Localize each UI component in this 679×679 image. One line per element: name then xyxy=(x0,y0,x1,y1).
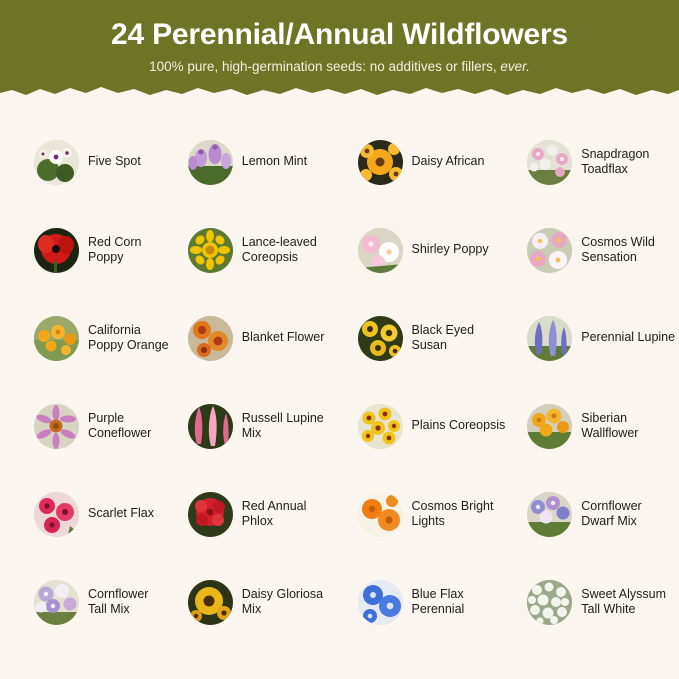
list-item-label: Cornflower Tall Mix xyxy=(88,586,149,616)
list-item[interactable] xyxy=(170,558,340,646)
subtitle-text: 100% pure, high-germination seeds: no additives or fillers, xyxy=(149,59,501,74)
flower-thumbnail-icon xyxy=(527,140,572,185)
list-item[interactable] xyxy=(0,470,170,558)
list-item-label: Five Spot xyxy=(88,154,141,169)
list-item[interactable] xyxy=(170,118,340,206)
flower-thumbnail-icon xyxy=(188,492,233,537)
list-item-label: Blanket Flower xyxy=(241,330,325,345)
list-item[interactable] xyxy=(340,294,510,382)
list-item[interactable] xyxy=(340,558,510,646)
list-item[interactable] xyxy=(0,558,170,646)
list-item-label: Scarlet Flax xyxy=(88,506,154,521)
subtitle-emphasis: ever. xyxy=(500,59,530,74)
flower-thumbnail-icon xyxy=(34,228,79,273)
flower-thumbnail-icon xyxy=(34,140,79,185)
flower-thumbnail-icon xyxy=(358,492,403,537)
list-item-label: Daisy African xyxy=(411,154,485,169)
page-subtitle xyxy=(0,58,679,76)
list-item[interactable] xyxy=(170,294,340,382)
list-item[interactable] xyxy=(0,294,170,382)
list-item[interactable] xyxy=(340,118,510,206)
list-item-label: California Poppy Orange xyxy=(88,322,169,352)
list-item-label: Lance-leaved Coreopsis xyxy=(241,234,317,264)
flower-thumbnail-icon xyxy=(34,580,79,625)
header-banner xyxy=(0,0,679,99)
list-item-label: Blue Flax Perennial xyxy=(411,586,465,616)
list-item-label: Shirley Poppy xyxy=(411,242,489,257)
list-item[interactable] xyxy=(509,470,679,558)
list-item-label: Lemon Mint xyxy=(241,154,308,169)
flower-thumbnail-icon xyxy=(188,316,233,361)
list-item-label: Red Corn Poppy xyxy=(88,234,142,264)
list-item-label: Cornflower Dwarf Mix xyxy=(581,498,642,528)
flower-thumbnail-icon xyxy=(527,492,572,537)
flower-grid xyxy=(0,118,679,646)
flower-thumbnail-icon xyxy=(34,316,79,361)
page-title: 24 Perennial/Annual Wildflowers xyxy=(111,18,568,51)
flower-thumbnail-icon xyxy=(358,316,403,361)
list-item-label: Black Eyed Susan xyxy=(411,322,475,352)
list-item-label: Russell Lupine Mix xyxy=(241,410,324,440)
list-item[interactable] xyxy=(170,470,340,558)
flower-thumbnail-icon xyxy=(358,228,403,273)
flower-thumbnail-icon xyxy=(527,404,572,449)
flower-thumbnail-icon xyxy=(358,580,403,625)
flower-thumbnail-icon xyxy=(358,404,403,449)
torn-paper-edge xyxy=(0,84,679,99)
flower-thumbnail-icon xyxy=(188,580,233,625)
list-item-label: Plains Coreopsis xyxy=(411,418,506,433)
list-item[interactable] xyxy=(170,382,340,470)
list-item[interactable] xyxy=(170,206,340,294)
list-item-label: Snapdragon Toadflax xyxy=(581,146,650,176)
list-item[interactable] xyxy=(0,382,170,470)
list-item-label: Daisy Gloriosa Mix xyxy=(241,586,324,616)
list-item-label: Siberian Wallflower xyxy=(581,410,639,440)
list-item-label: Purple Coneflower xyxy=(88,410,152,440)
list-item[interactable] xyxy=(0,118,170,206)
list-item[interactable] xyxy=(509,118,679,206)
list-item[interactable] xyxy=(509,382,679,470)
list-item-label: Red Annual Phlox xyxy=(241,498,307,528)
list-item-label: Cosmos Wild Sensation xyxy=(581,234,655,264)
list-item[interactable] xyxy=(509,558,679,646)
list-item[interactable] xyxy=(509,294,679,382)
flower-thumbnail-icon xyxy=(527,580,572,625)
flower-thumbnail-icon xyxy=(188,404,233,449)
flower-thumbnail-icon xyxy=(34,492,79,537)
list-item[interactable] xyxy=(340,206,510,294)
flower-thumbnail-icon xyxy=(527,316,572,361)
flower-thumbnail-icon xyxy=(188,228,233,273)
list-item[interactable] xyxy=(0,206,170,294)
flower-thumbnail-icon xyxy=(188,140,233,185)
list-item-label: Cosmos Bright Lights xyxy=(411,498,494,528)
flower-thumbnail-icon xyxy=(358,140,403,185)
list-item[interactable] xyxy=(340,470,510,558)
list-item-label: Sweet Alyssum Tall White xyxy=(581,586,667,616)
flower-thumbnail-icon xyxy=(527,228,572,273)
list-item-label: Perennial Lupine xyxy=(581,330,676,345)
flower-thumbnail-icon xyxy=(34,404,79,449)
list-item[interactable] xyxy=(340,382,510,470)
list-item[interactable] xyxy=(509,206,679,294)
